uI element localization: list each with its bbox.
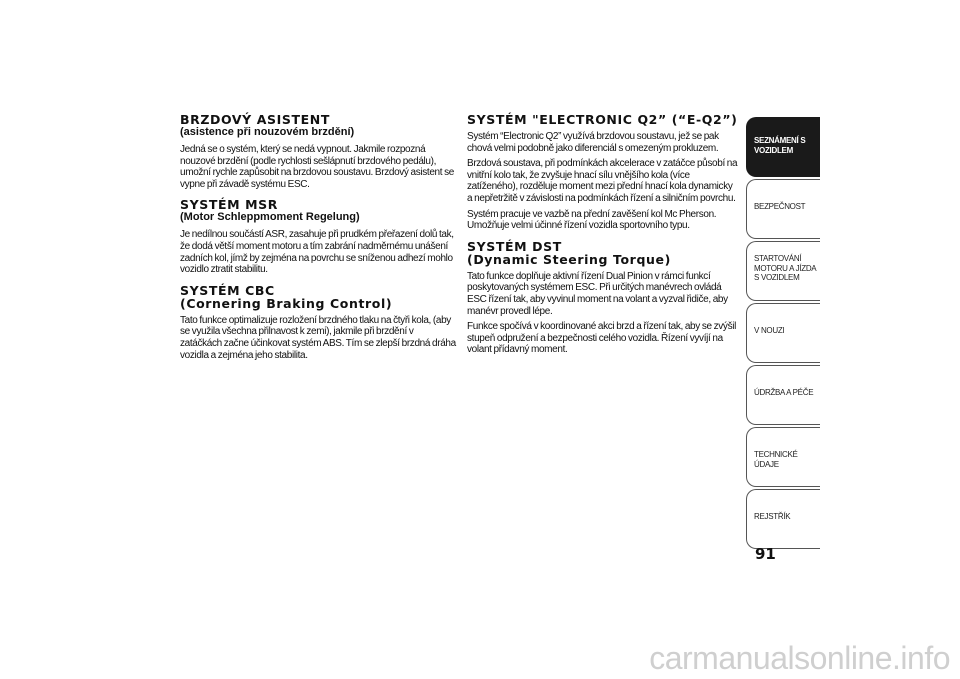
section-msr xyxy=(180,198,456,275)
tab-maintenance[interactable] xyxy=(746,365,820,425)
tab-label: BEZPEČNOST xyxy=(754,202,806,211)
paragraph: Je nedílnou součástí ASR, zasahuje při prudkém přeřazení dolů tak, že dodá větší moment motoru a tím zabrání nadměrnému unášení zadních kol, jímž by zejména na povrchu se sníženou adhezí mohlo vozidlo ztratit stabilitu. xyxy=(180,229,454,276)
section-dst xyxy=(467,240,739,356)
watermark: carmanualsonline.info xyxy=(649,640,950,676)
section-heading-line2: (Dynamic Steering Torque) xyxy=(467,251,671,267)
tab-label: ÚDRŽBA A PÉČE xyxy=(754,388,814,397)
page-number: 91 xyxy=(755,545,776,563)
section-heading: SYSTÉM CBC xyxy=(180,282,275,298)
section-subheading: (Motor Schleppmoment Regelung) xyxy=(180,211,360,224)
paragraph: Systém “Electronic Q2” využívá brzdovou soustavu, jež se pak chová velmi podobně jako diferenciál s omezeným prokluzem. xyxy=(467,131,719,154)
paragraph: Funkce spočívá v koordinované akci brzd a řízení tak, aby se zvýšil stupeň odpružení a bezpečnosti celého vozidla. Řízení vyvíjí na volant přídavný moment. xyxy=(467,321,736,356)
section-brake-assist xyxy=(180,113,456,190)
paragraph: Jedná se o systém, který se nedá vypnout. Jakmile rozpozná nouzové brzdění (podle rychlosti sešlápnutí brzdového pedálu), umožní rychle zapůsobit na brzdovou soustavu. Brzdový asistent se vypne při závadě systému ESC. xyxy=(180,144,454,190)
section-heading: SYSTÉM DST xyxy=(467,238,562,254)
section-subheading: (asistence při nouzovém brzdění) xyxy=(180,126,355,138)
paragraph: Brzdová soustava, při podmínkách akcelerace v zatáčce působí na vnitřní kolo tak, že zvyšuje hnací sílu vnějšího kola (více zatíženého), rozděluje moment mezi přední hnací kola dynamicky a nepřetržitě v závislosti na podmínkách řízení a silničním povrchu. xyxy=(467,158,738,204)
tab-label: V NOUZI xyxy=(754,326,785,335)
section-heading-line2: (Cornering Braking Control) xyxy=(180,295,393,311)
section-heading: SYSTÉM MSR xyxy=(180,197,278,213)
tab-label: SEZNÁMENÍ S VOZIDLEM xyxy=(754,136,806,155)
left-column xyxy=(180,113,456,369)
tab-label: STARTOVÁNÍ MOTORU A JÍZDA S VOZIDLEM xyxy=(754,254,816,282)
section-heading: BRZDOVÝ ASISTENT xyxy=(180,112,330,127)
right-column xyxy=(467,113,739,364)
section-cbc xyxy=(180,284,456,361)
tab-label: TECHNICKÉ ÚDAJE xyxy=(754,450,798,469)
paragraph: Systém pracuje ve vazbě na přední zavěšení kol Mc Pherson. Umožňuje velmi účinné řízení vozidla sportovního typu. xyxy=(467,208,717,232)
tab-emergency[interactable] xyxy=(746,303,820,363)
tab-label: REJSTŘÍK xyxy=(754,512,791,521)
chapter-tabs xyxy=(746,117,820,551)
paragraph: Tato funkce doplňuje aktivní řízení Dual Pinion v rámci funkcí poskytovaných systémem ESC. Při určitých manévrech ovládá ESC řízení tak, aby vyvinul moment na volant a vyzval řidiče, aby manévr provedl lépe. xyxy=(467,270,728,317)
tab-technical-data[interactable] xyxy=(746,427,820,487)
section-eq2 xyxy=(467,113,739,232)
tab-vehicle-intro[interactable] xyxy=(746,117,820,177)
tab-starting-driving[interactable] xyxy=(746,241,820,301)
tab-index[interactable] xyxy=(746,489,820,549)
section-heading: SYSTÉM "ELECTRONIC Q2” (“E-Q2”) xyxy=(467,112,738,127)
paragraph: Tato funkce optimalizuje rozložení brzdného tlaku na čtyři kola, (aby se využila všechna přilnavost k zemi), jakmile při brzdění v zatáčkách začne účinkovat systém ABS. Tím se zlepší brzdná dráha vozidla a zejména jeho stabilita. xyxy=(180,314,456,361)
tab-safety[interactable] xyxy=(746,179,820,239)
